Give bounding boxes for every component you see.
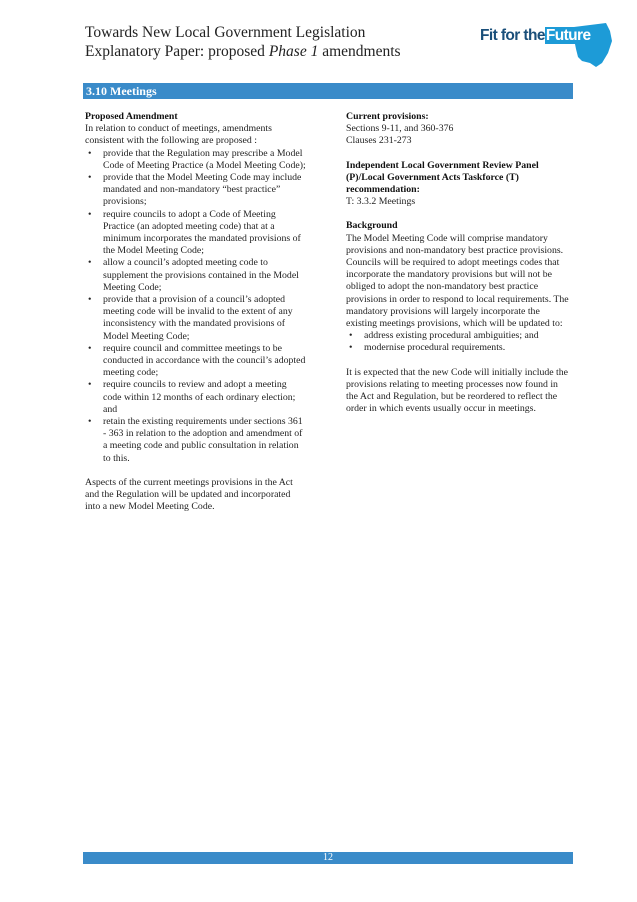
fit-for-the-future-logo	[480, 17, 613, 69]
list-item-text: modernise procedural requirements.	[364, 342, 506, 354]
panel-recommendation-heading: Independent Local Government Review Panel (P)/Local Government Acts Taskforce (T) recommendation:	[346, 159, 539, 196]
section-heading-bar	[83, 83, 573, 99]
right-closing-paragraph: It is expected that the new Code will initially include the provisions relating to meeting processes now found in the Act and Regulation, but be reordered to reflect the order in which events usually occur in meetings.	[346, 366, 569, 415]
document-header	[85, 23, 401, 61]
list-item: • allow a council’s adopted meeting code to supplement the provisions contained in the Model Meeting Code;	[88, 257, 299, 293]
list-item-text: require council and committee meetings to be conducted in accordance with the council’s adopted meeting code;	[103, 342, 306, 379]
list-item: • provide that the Regulation may prescribe a Model Code of Meeting Practice (a Model Meeting Code);	[88, 147, 306, 171]
list-item: • address existing procedural ambiguities; and	[349, 330, 539, 342]
list-item-text: require councils to review and adopt a meeting code within 12 months of each ordinary election; and	[103, 379, 296, 415]
left-closing-paragraph: Aspects of the current meetings provisions in the Act and the Regulation will be updated and incorporated into a new Model Meeting Code.	[85, 476, 293, 513]
list-item-text: allow a council’s adopted meeting code to supplement the provisions contained in the Model Meeting Code;	[103, 257, 299, 293]
list-item: • require council and committee meetings to be conducted in accordance with the council’s adopted meeting code;	[88, 342, 306, 379]
header-title-line1: Towards New Local Government Legislation	[85, 24, 366, 41]
background-heading: Background	[346, 220, 398, 232]
current-provisions-heading: Current provisions:	[346, 111, 429, 122]
list-item: • require councils to adopt a Code of Meeting Practice (an adopted meeting code) that at a minimum incorporates the mandated provisions of the Model Meeting Code;	[88, 208, 301, 257]
current-provisions-clauses: Clauses 231-273	[346, 135, 412, 147]
list-item: • require councils to review and adopt a meeting code within 12 months of each ordinary election; and	[88, 379, 296, 415]
background-paragraph: The Model Meeting Code will comprise mandatory provisions and non-mandatory best practice provisions. Councils will be required to adopt meetings codes that incorporate the mandatory provisions but will not be obliged to adopt the non-mandatory best practice provisions in order to respond to local requirements. The mandatory provisions will largely incorporate the existing meetings provisions, which will be updated to:	[346, 232, 569, 330]
list-item-text: retain the existing requirements under sections 361 - 363 in relation to the adoption and amendment of a meeting code and public consultation in relation to this.	[103, 416, 303, 464]
page-number: 12	[323, 852, 333, 863]
header-title-line2	[85, 42, 401, 61]
amendment-list	[85, 148, 307, 465]
list-item: • retain the existing requirements under sections 361 - 363 in relation to the adoption and amendment of a meeting code and public consultation in relation to this.	[88, 416, 303, 464]
left-column	[85, 111, 307, 514]
header-title-prefix: Explanatory Paper: proposed	[85, 43, 269, 60]
list-item-text: provide that the Regulation may prescribe a Model Code of Meeting Practice (a Model Meeting Code);	[103, 147, 306, 171]
list-item: • provide that the Model Meeting Code may include mandated and non-mandatory “best practice” provisions;	[88, 172, 302, 208]
list-item-text: require councils to adopt a Code of Meeting Practice (an adopted meeting code) that at a minimum incorporates the mandated provisions of the Model Meeting Code;	[103, 208, 301, 257]
list-item-text: provide that the Model Meeting Code may include mandated and non-mandatory “best practice” provisions;	[103, 172, 302, 208]
list-item-text: provide that a provision of a council’s adopted meeting code will be invalid to the extent of any inconsistency with the mandated provisions of Model Meeting Code;	[103, 294, 293, 342]
proposed-amendment-heading: Proposed Amendment	[85, 111, 178, 122]
logo-text-main: Fit for the	[480, 27, 545, 44]
right-column	[346, 111, 572, 415]
list-item: • modernise procedural requirements.	[349, 342, 506, 354]
logo-text	[480, 27, 592, 45]
list-item: • provide that a provision of a council’s adopted meeting code will be invalid to the extent of any inconsistency with the mandated provisions of Model Meeting Code;	[88, 294, 293, 342]
background-list	[346, 330, 572, 354]
header-title-suffix: amendments	[318, 43, 401, 60]
footer-bar	[83, 852, 573, 864]
logo-text-highlight: Future	[545, 27, 591, 44]
header-title-phase: Phase 1	[268, 43, 319, 60]
list-item-text: address existing procedural ambiguities; and	[364, 330, 539, 342]
current-provisions-sections: Sections 9-11, and 360-376	[346, 123, 454, 135]
section-title: 3.10 Meetings	[86, 84, 157, 98]
proposed-amendment-intro: In relation to conduct of meetings, amendments consistent with the following are proposed :	[85, 123, 272, 147]
panel-recommendation-value: T: 3.3.2 Meetings	[346, 196, 416, 208]
